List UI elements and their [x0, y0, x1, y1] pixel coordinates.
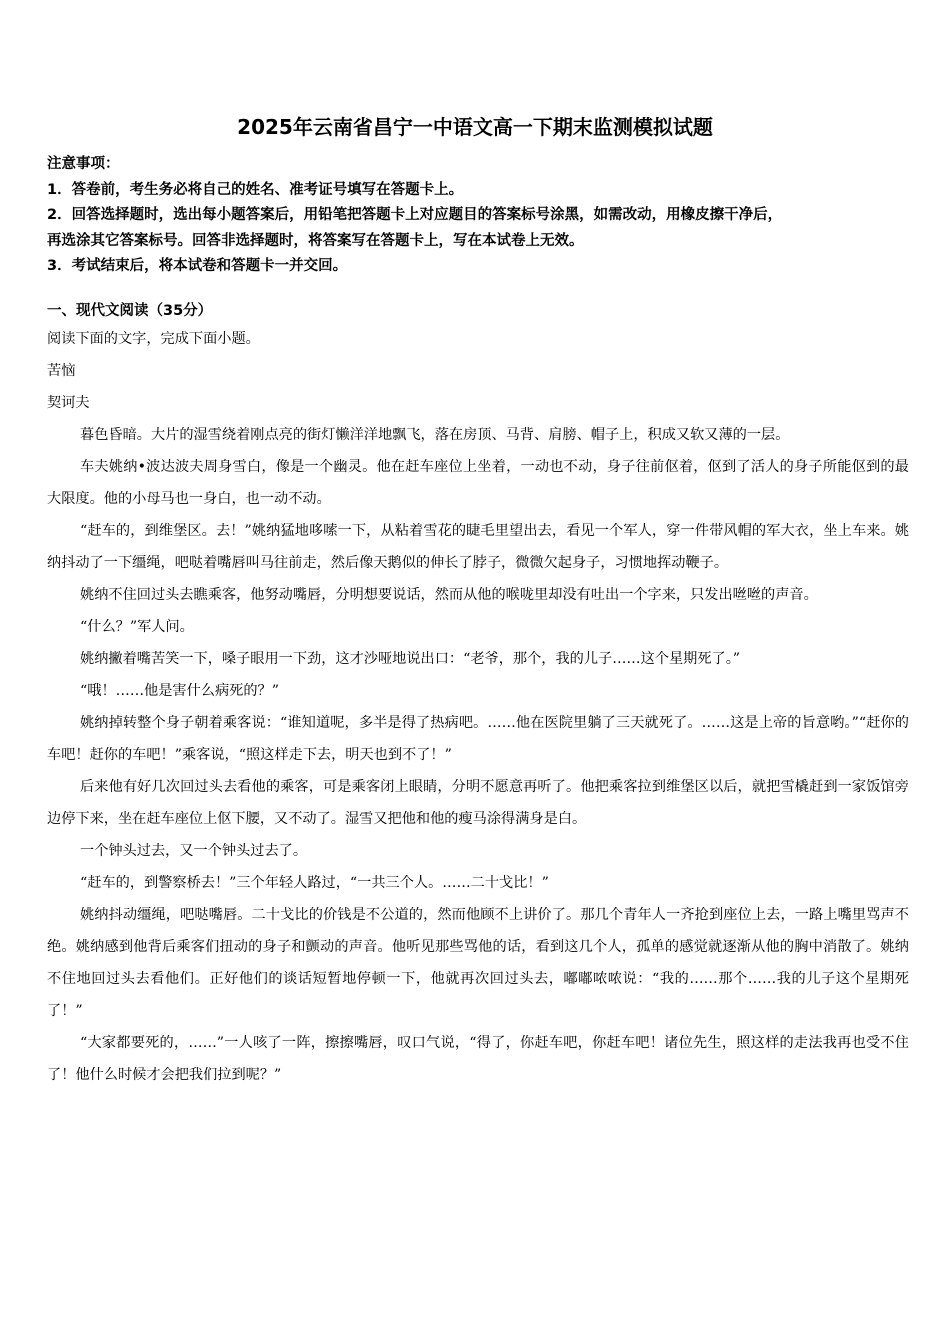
story-paragraph: “赶车的，到维堡区。去！”姚纳猛地哆嗦一下，从粘着雪花的睫毛里望出去，看见一个军人，穿一件带风帽的军大衣，坐上车来。姚纳抖动了一下缰绳，吧哒着嘴唇叫马往前走，然后像天鹅似的伸长了脖子，微微欠起身子，习惯地挥动鞭子。 — [47, 523, 909, 571]
story-paragraph: 暮色昏暗。大片的湿雪绕着刚点亮的街灯懒洋洋地飘飞，落在房顶、马背、肩膀、帽子上，积成又软又薄的一层。 — [80, 427, 790, 443]
exam-title: 2025年云南省昌宁一中语文高一下期末监测模拟试题 — [237, 115, 713, 139]
story-paragraph: “什么？”军人问。 — [80, 619, 194, 635]
reading-instruction: 阅读下面的文字，完成下面小题。 — [47, 331, 260, 347]
notice-block — [47, 152, 909, 280]
story-paragraph: 姚纳掉转整个身子朝着乘客说：“谁知道呢，多半是得了热病吧。……他在医院里躺了三天就死了。……这是上帝的旨意哟。”“赶你的车吧！赶你的车吧！”乘客说，“照这样走下去，明天也到不了！” — [47, 715, 909, 763]
notice-item: 3．考试结束后，将本试卷和答题卡一并交回。 — [47, 258, 348, 274]
notice-item: 1．答卷前，考生务必将自己的姓名、准考证号填写在答题卡上。 — [47, 181, 464, 198]
story-paragraph: 姚纳撇着嘴苦笑一下，嗓子眼用一下劲，这才沙哑地说出口：“老爷，那个，我的儿子……这个星期死了。” — [80, 651, 741, 667]
story-paragraph: 后来他有好几次回过头去看他的乘客，可是乘客闭上眼睛，分明不愿意再听了。他把乘客拉到维堡区以后，就把雪橇赶到一家饭馆旁边停下来，坐在赶车座位上伛下腰，又不动了。湿雪又把他和他的瘦马涂得满身是白。 — [47, 779, 909, 827]
notice-heading: 注意事项： — [47, 156, 120, 172]
story-paragraph: 姚纳不住回过头去瞧乘客，他努动嘴唇，分明想要说话，然而从他的喉咙里却没有吐出一个字来，只发出咝咝的声音。 — [80, 587, 818, 603]
story-paragraph: “赶车的，到警察桥去！”三个年轻人路过，“一共三个人。……二十戈比！” — [80, 875, 549, 891]
story-paragraph: 一个钟头过去，又一个钟头过去了。 — [80, 843, 308, 859]
section-heading: 一、现代文阅读（35分） — [47, 303, 213, 319]
story-paragraph: 车夫姚纳•波达波夫周身雪白，像是一个幽灵。他在赶车座位上坐着，一动也不动，身子往前伛着，伛到了活人的身子所能伛到的最大限度。他的小母马也一身白，也一动不动。 — [47, 459, 909, 507]
story-paragraph: “哦！……他是害什么病死的？” — [80, 683, 279, 699]
notice-item: 再选涂其它答案标号。回答非选择题时，将答案写在答题卡上，写在本试卷上无效。 — [47, 232, 584, 249]
story-author: 契诃夫 — [47, 395, 90, 411]
story-title: 苦恼 — [47, 363, 76, 379]
reading-passage — [47, 323, 909, 1091]
story-paragraph: “大家都要死的，……”一人咳了一阵，擦擦嘴唇，叹口气说，“得了，你赶车吧，你赶车吧！诸位先生，照这样的走法我再也受不住了！他什么时候才会把我们拉到呢？” — [47, 1035, 909, 1083]
story-paragraph: 姚纳抖动缰绳，吧哒嘴唇。二十戈比的价钱是不公道的，然而他顾不上讲价了。那几个青年人一齐抢到座位上去，一路上嘴里骂声不绝。姚纳感到他背后乘客们扭动的身子和颤动的声音。他听见那些骂他的话，看到这几个人，孤单的感觉就逐渐从他的胸中消散了。姚纳不住地回过头去看他们。正好他们的谈话短暂地停顿一下，他就再次回过头去，嘟嘟哝哝说：“我的……那个……我的儿子这个星期死了！” — [47, 907, 909, 1019]
notice-item: 2．回答选择题时，选出每小题答案后，用铅笔把答题卡上对应题目的答案标号涂黑，如需改动，用橡皮擦干净后， — [47, 207, 783, 223]
